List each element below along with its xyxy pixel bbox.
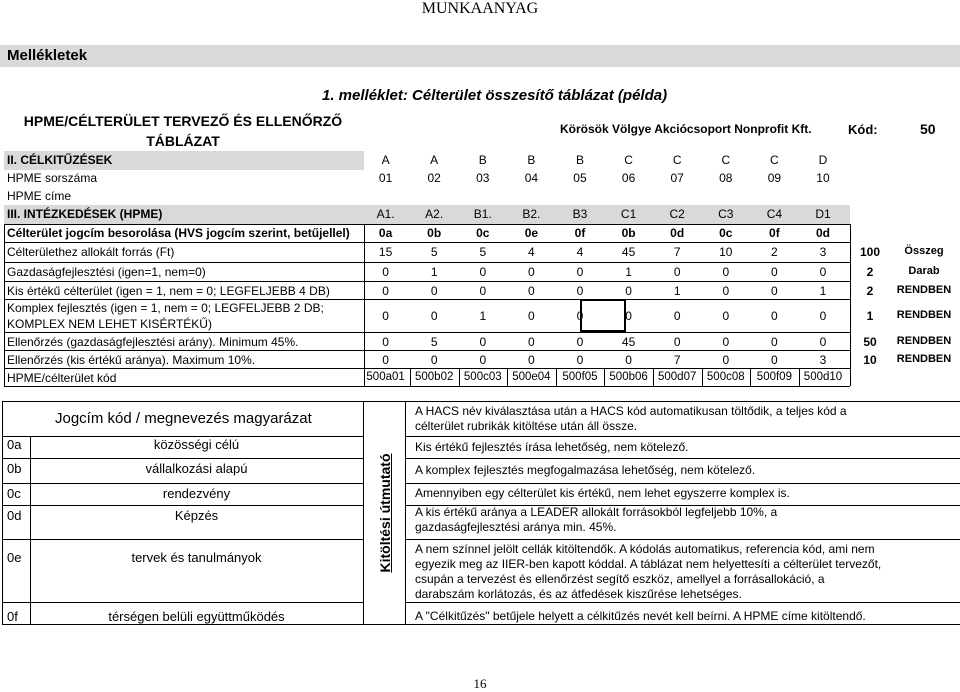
cell-check-econ-7: 0 (673, 335, 681, 349)
legend-code: 0f (7, 609, 18, 624)
cell-funding-1: 15 (378, 245, 393, 259)
cell-codes-3: 500c03 (463, 371, 502, 383)
cell-funding-10: 3 (819, 245, 827, 259)
legend-name: Képzés (174, 508, 219, 523)
cell-codes-1: 500a01 (366, 371, 405, 383)
section-title: Mellékletek (0, 45, 960, 67)
row-label-measures: III. INTÉZKEDÉSEK (HPME) (7, 207, 163, 221)
cell-funding-6: 45 (621, 245, 636, 259)
cell-codes-10: 500d10 (803, 371, 843, 383)
rule-8 (4, 368, 850, 369)
status-economic: Darab (908, 265, 940, 277)
cell-complex-4: 0 (528, 309, 535, 323)
row-label-hpme-number: HPME sorszáma (7, 171, 98, 185)
cell-economic-5: 0 (576, 265, 584, 279)
legend-heading: Jogcím kód / megnevezés magyarázat (55, 410, 312, 427)
legend-code: 0d (7, 508, 22, 523)
cell-small-value-4: 0 (528, 284, 535, 298)
cell-economic-7: 0 (673, 265, 681, 279)
cell-small-value-7: 1 (673, 284, 681, 298)
cell-funding-4: 4 (528, 245, 535, 259)
cell-economic-4: 0 (528, 265, 535, 279)
instruction-item: A komplex fejlesztés megfogalmazása lehetőség, nem kötelező. (415, 463, 756, 477)
instruction-item: A "Célkitűzés" betűjele helyett a célkitűzés nevét kell beírni. A HPME címe kitöltendő. (415, 609, 866, 623)
cell-complex-6: 0 (625, 309, 632, 323)
rule-3 (4, 262, 850, 263)
column-rule (702, 368, 703, 386)
legend-row-rule (2, 505, 363, 506)
legend-bottom-rule (2, 624, 960, 625)
cell-check-econ-5: 0 (576, 335, 584, 349)
cell-hpme-number-9: 09 (767, 171, 782, 185)
rule-7 (4, 350, 850, 351)
status-check-small: RENDBEN (896, 353, 952, 365)
instruction-row-rule (405, 539, 960, 540)
row-label-classification: Célterület jogcím besorolása (HVS jogcím szerint, betűjellel) (7, 226, 350, 240)
cell-check-small-5: 0 (576, 353, 584, 367)
cell-small-value-2: 0 (430, 284, 438, 298)
legend-row-rule (2, 602, 363, 603)
cell-small-value-9: 0 (771, 284, 778, 298)
cell-check-econ-8: 0 (722, 335, 730, 349)
cell-funding-8: 10 (719, 245, 733, 259)
row-label-hpme-title: HPME címe (7, 189, 72, 203)
cell-economic-2: 1 (430, 265, 438, 279)
cell-small-value-5: 0 (576, 284, 584, 298)
cell-check-econ-9: 0 (771, 335, 778, 349)
rule-left (4, 224, 5, 386)
rule-9 (4, 386, 850, 387)
cell-section3-1: A1. (376, 207, 395, 221)
row-label-complex-1: Komplex fejlesztés (igen = 1, nem = 0; LEGFELJEBB 2 DB; (7, 301, 324, 315)
cell-section3-9: C4 (766, 207, 783, 221)
cell-section2-5: B (575, 153, 584, 167)
cell-small-value-8: 0 (722, 284, 730, 298)
cell-funding-7: 7 (673, 245, 681, 259)
cell-section3-6: C1 (620, 207, 637, 221)
legend-heading-rule (2, 436, 363, 437)
status-small-value: RENDBEN (896, 284, 952, 296)
cell-section2-2: A (430, 153, 439, 167)
cell-classification-2: 0b (427, 226, 442, 240)
cell-check-econ-10: 0 (819, 335, 827, 349)
cell-hpme-number-8: 08 (719, 171, 733, 185)
instruction-item: A nem színnel jelölt cellák kitöltendők. A kódolás automatikus, referencia kód, ami nem egyezik meg az IIER-ben kapott kóddal. A táblázat nem helyettesíti a célterület tervezőt, csupán a tervezést és ellenőrzést segítő eszköz, amellyel a forrásallokáció, a darabszám korlátozás, és az átfedések kiszűrése lehetséges. (415, 542, 882, 601)
instruction-row-rule (405, 436, 960, 437)
cell-section2-4: B (527, 153, 536, 167)
cell-classification-9: 0f (769, 226, 780, 240)
cell-section3-5: B3 (572, 207, 588, 221)
column-rule (507, 368, 508, 386)
cell-funding-9: 2 (771, 245, 778, 259)
cell-classification-7: 0d (670, 226, 685, 240)
page-number: 16 (473, 676, 487, 691)
cell-economic-10: 0 (819, 265, 827, 279)
legend-left-rule (2, 401, 3, 624)
cell-section2-7: C (672, 153, 682, 167)
column-rule (410, 368, 411, 386)
rule-5 (4, 299, 850, 300)
cell-check-small-2: 0 (430, 353, 438, 367)
cell-classification-5: 0f (574, 226, 586, 240)
cell-complex-9: 0 (771, 309, 778, 323)
cell-complex-10: 0 (819, 309, 827, 323)
total-complex: 1 (866, 309, 874, 323)
instruction-row-rule (405, 458, 960, 459)
cell-codes-7: 500d07 (658, 371, 697, 383)
legend-name: közösségi célú (153, 437, 240, 452)
rule-6 (4, 332, 850, 333)
status-check-econ: RENDBEN (896, 335, 952, 347)
cell-section2-8: C (721, 153, 731, 167)
cell-small-value-1: 0 (382, 284, 389, 298)
cell-codes-5: 500f05 (562, 371, 598, 383)
cell-section3-4: B2. (522, 207, 541, 221)
cell-check-small-6: 0 (625, 353, 632, 367)
cell-hpme-number-7: 07 (670, 171, 684, 185)
status-funding: Összeg (904, 245, 944, 257)
cell-check-econ-1: 0 (382, 335, 389, 349)
cell-funding-5: 4 (576, 245, 584, 259)
rule-2 (4, 242, 850, 243)
legend-code: 0b (7, 461, 22, 476)
cell-economic-1: 0 (382, 265, 389, 279)
cell-check-small-10: 3 (819, 353, 827, 367)
table-title: HPME/CÉLTERÜLET TERVEZŐ ÉS ELLENŐRZŐ TÁBLÁZAT (23, 113, 343, 149)
legend-top-rule (2, 401, 960, 402)
row-label-check-econ: Ellenőrzés (gazdaságfejlesztési arány). Minimum 45%. (7, 335, 299, 349)
instruction-item: Kis értékű fejlesztés írása lehetőség, nem kötelező. (415, 440, 689, 454)
legend-row-rule (2, 458, 363, 459)
code-label: Kód: (848, 122, 878, 137)
page-header: MUNKAANYAG (421, 0, 539, 17)
row-label-objectives: II. CÉLKITŰZÉSEK (7, 153, 113, 167)
code-value: 50 (920, 121, 936, 137)
cell-section2-3: B (478, 153, 487, 167)
instruction-row-rule (405, 602, 960, 603)
cell-section3-8: C3 (718, 207, 734, 221)
cell-economic-8: 0 (722, 265, 730, 279)
total-check-small: 10 (863, 353, 877, 367)
legend-name: térségen belüli együttműködés (108, 609, 285, 624)
cell-section3-7: C2 (669, 207, 685, 221)
instruction-row-rule (405, 505, 960, 506)
cell-economic-6: 1 (625, 265, 632, 279)
cell-complex-1: 0 (382, 309, 389, 323)
total-check-econ: 50 (863, 335, 877, 349)
cell-classification-4: 0e (524, 226, 539, 240)
legend-row-rule (2, 539, 363, 540)
cell-codes-4: 500e04 (512, 371, 551, 383)
cell-small-value-10: 1 (819, 284, 827, 298)
cell-hpme-number-4: 04 (524, 171, 539, 185)
cell-complex-8: 0 (722, 309, 730, 323)
legend-row-rule (2, 483, 363, 484)
cell-check-econ-6: 45 (621, 335, 636, 349)
legend-name: rendezvény (162, 486, 231, 501)
column-rule (799, 368, 800, 386)
cell-check-econ-2: 5 (430, 335, 438, 349)
total-economic: 2 (866, 265, 874, 279)
instruction-row-rule (405, 483, 960, 484)
annex-title: 1. melléklet: Célterület összesítő táblázat (példa) (322, 87, 668, 104)
cell-economic-3: 0 (479, 265, 487, 279)
vertical-label: Kitöltési útmutató (377, 453, 393, 573)
rule-4 (4, 281, 850, 282)
cell-hpme-number-10: 10 (816, 171, 830, 185)
column-rule (750, 368, 751, 386)
cell-hpme-number-6: 06 (621, 171, 636, 185)
cell-hpme-number-2: 02 (427, 171, 441, 185)
total-funding: 100 (859, 245, 881, 259)
cell-check-small-7: 7 (673, 353, 681, 367)
row-label-economic: Gazdaságfejlesztési (igen=1, nem=0) (7, 265, 206, 279)
cell-section3-3: B1. (473, 207, 492, 221)
column-rule (556, 368, 557, 386)
cell-check-small-8: 0 (722, 353, 730, 367)
cell-complex-2: 0 (430, 309, 438, 323)
status-complex: RENDBEN (896, 309, 952, 321)
legend-right-rule (363, 401, 364, 624)
cell-section3-2: A2. (425, 207, 444, 221)
column-rule (459, 368, 460, 386)
cell-complex-3: 1 (479, 309, 487, 323)
cell-complex-7: 0 (673, 309, 681, 323)
row-label-check-small: Ellenőrzés (kis értékű aránya). Maximum 10%. (7, 353, 256, 367)
column-rule (653, 368, 654, 386)
cell-hpme-number-5: 05 (573, 171, 587, 185)
legend-name: tervek és tanulmányok (131, 550, 262, 565)
cell-check-econ-4: 0 (528, 335, 535, 349)
cell-hpme-number-1: 01 (378, 171, 393, 185)
cell-section3-10: D1 (815, 207, 831, 221)
rule-1 (4, 224, 850, 225)
cell-check-small-1: 0 (382, 353, 389, 367)
cell-complex-5: 0 (576, 309, 584, 323)
cell-classification-3: 0c (476, 226, 490, 240)
cell-codes-2: 500b02 (415, 371, 454, 383)
row-label-funding: Célterülethez allokált forrás (Ft) (7, 245, 175, 259)
cell-funding-3: 5 (479, 245, 487, 259)
cell-section2-1: A (381, 153, 390, 167)
cell-funding-2: 5 (430, 245, 438, 259)
instruction-item: Amennyiben egy célterület kis értékű, nem lehet egyszerre komplex is. (415, 486, 790, 500)
cell-check-small-9: 0 (771, 353, 778, 367)
cell-classification-10: 0d (815, 226, 830, 240)
cell-check-small-3: 0 (479, 353, 487, 367)
instr-left-rule (405, 401, 406, 624)
legend-name: vállalkozási alapú (145, 461, 248, 476)
cell-classification-1: 0a (378, 226, 393, 240)
cell-section2-6: C (624, 153, 633, 167)
instruction-item: A kis értékű aránya a LEADER allokált forrásokból legfeljebb 10%, a gazdaságfejlesztési aránya min. 45%. (415, 505, 778, 534)
row-label-complex-2: KOMPLEX NEM LEHET KISÉRTÉKŰ) (7, 317, 212, 331)
legend-code: 0e (7, 550, 22, 565)
cell-classification-6: 0b (621, 226, 636, 240)
legend-code: 0c (7, 486, 21, 501)
cell-hpme-number-3: 03 (476, 171, 490, 185)
column-rule (604, 368, 605, 386)
row-label-small-value: Kis értékű célterület (igen = 1, nem = 0; LEGFELJEBB 4 DB) (7, 284, 330, 298)
cell-codes-6: 500b06 (609, 371, 648, 383)
cell-check-econ-3: 0 (479, 335, 487, 349)
cell-section2-9: C (770, 153, 779, 167)
organization-name: Körösök Völgye Akciócsoport Nonprofit Kft. (560, 122, 812, 136)
cell-section2-10: D (818, 153, 828, 167)
cell-small-value-6: 0 (625, 284, 632, 298)
legend-code: 0a (7, 437, 22, 452)
cell-small-value-3: 0 (479, 284, 487, 298)
cell-codes-9: 500f09 (756, 371, 792, 383)
cell-codes-8: 500c08 (706, 371, 745, 383)
instruction-item: A HACS név kiválasztása után a HACS kód automatikusan töltődik, a teljes kód a célterület rubrikák kitöltése után áll össze. (415, 404, 847, 433)
row-label-codes: HPME/célterület kód (7, 371, 117, 385)
cell-economic-9: 0 (771, 265, 778, 279)
cell-classification-8: 0c (719, 226, 733, 240)
total-small-value: 2 (866, 284, 874, 298)
cell-check-small-4: 0 (528, 353, 535, 367)
